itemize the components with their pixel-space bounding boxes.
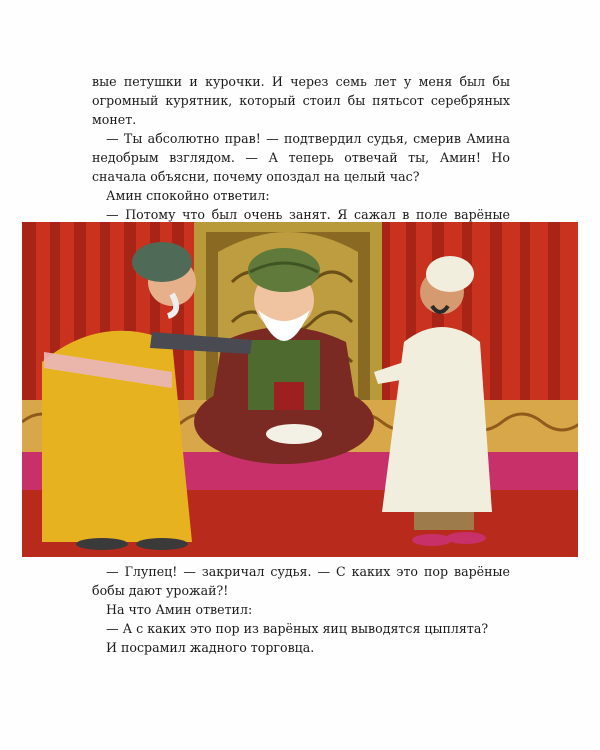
paragraph-judge-reply: — Ты абсолютно прав! — подтвердил судья, смерив Амина недобрым взглядом. — А теперь отвечай ты, Амин! Но сначала объясни, почему опоздал на целый час? bbox=[92, 131, 510, 184]
story-illustration bbox=[22, 222, 578, 557]
paragraph-conclusion: И посрамил жадного торговца. bbox=[106, 640, 315, 655]
paragraph-amin-answer: — Потому что был очень занят. Я сажал в поле варёные bbox=[106, 207, 510, 222]
top-text-block bbox=[92, 72, 510, 243]
bottom-text-block bbox=[92, 562, 510, 657]
paragraph-amin-retort: — А с каких это пор из варёных яиц выводятся цыплята? bbox=[106, 621, 489, 636]
paragraph-continuation: вые петушки и курочки. И через семь лет у меня был бы огромный курятник, который стоил бы пятьсот серебряных монет. bbox=[92, 74, 510, 127]
paragraph-amin-intro: Амин спокойно ответил: bbox=[106, 188, 270, 203]
paragraph-judge-shout: — Глупец! — закричал судья. — С каких это пор варёные бобы дают урожай?! bbox=[92, 564, 510, 598]
paragraph-amin-responds: На что Амин ответил: bbox=[106, 602, 253, 617]
